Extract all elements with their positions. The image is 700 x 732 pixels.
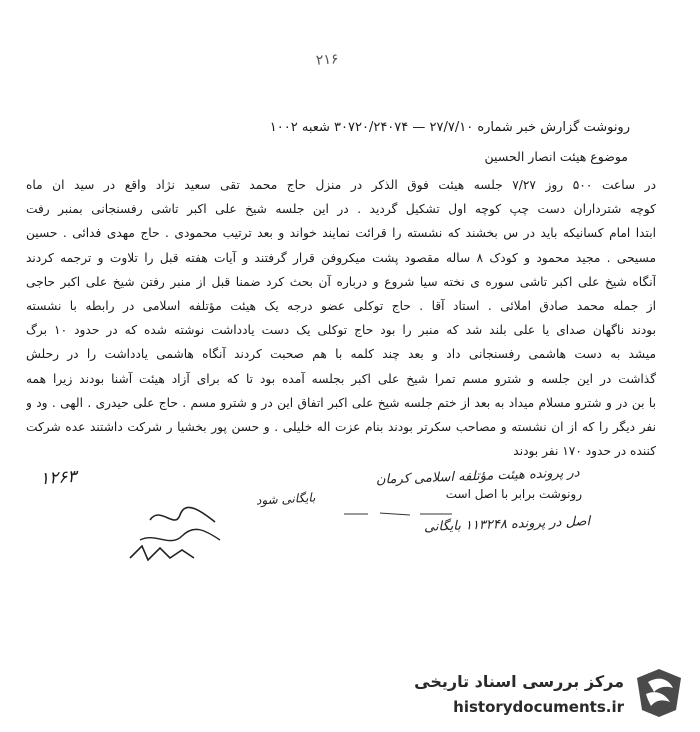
copy-certification: رونوشت برابر با اصل است [445, 487, 582, 501]
body-line: با بن در و شترو مسلام میداد به بعد از ختم جلسه شیخ علی اکبر اتفاق این در و شترو مسم . حاج علی حیدری . الهی . ود و [26, 395, 656, 410]
handwritten-note: بایگانی شود [255, 490, 316, 508]
report-subject: موضوع هیئت انصار الحسین [484, 149, 628, 164]
body-line: بودند ناگهان صدای یا علی بلند شد که منبر را بود حاج توکلی یک دست یادداشت نوشته شده که در حدود ۱۰ برگ [26, 323, 656, 338]
body-line: آنگاه شیخ علی اکبر تاشی سوره ی نخته سیا شروع و درباره آن بحث کرد ضمنا قبل از منبر رفتن شیخ علی اکبر حاجی [26, 274, 656, 289]
signature-scribble [120, 500, 230, 570]
body-line: نفر دیگر را که از ان نشسته و مصاحب سکرتر بودند بنام عزت اله خلیلی . و حسن پور بخشیا ر شرکت داشتند عده شرکت [26, 419, 656, 434]
body-line: میشد به دست هاشمی رفسنجانی داد و بعد چند کلمه با هم صحبت کردند آنگاه هاشمی یادداشت را در رحلش [26, 347, 656, 362]
body-line: گذاشت در این جلسه و شترو مسم تمرا شیخ علی اکبر بجلسه آمده بود تا که برای آزاد هیئت آشنا بودند زیرا همه [26, 371, 656, 386]
corner-mark: ۲۱۶ [315, 51, 340, 69]
watermark-url: historydocuments.ir [453, 698, 624, 716]
body-line: در ساعت ۵۰۰ روز ۷/۲۷ جلسه هیئت فوق الذکر در منزل حاج محمد تقی سعید نژاد واقع در سید ان ماه [26, 178, 656, 192]
center-logo-icon [632, 666, 686, 720]
handwritten-note: در پرونده هیئت مؤتلفه اسلامی کرمان [376, 465, 581, 488]
body-line: کوچه شترداران دست چپ کوچه اول تشکیل گردید . در این جلسه شیخ علی اکبر تاشی رفسنجانی بمنبر رفت [26, 202, 656, 217]
body-line: کننده در حدود ۱۷۰ نفر بودند [513, 444, 656, 459]
report-header: رونوشت گزارش خبر شماره ۲۷/۷/۱۰ — ۳۰۷۲۰/۲۴۰۷۴ شعبه ۱۰۰۲ [269, 120, 630, 135]
handwritten-note: اصل در پرونده ۱۱۳۲۴۸ بایگانی [423, 514, 591, 535]
watermark-title: مرکز بررسی اسناد تاریخی [414, 672, 624, 691]
body-line: مسیحی . مجید محمود و کودک ۸ ساله مقصود پشت میکروفن قرار گرفتند و آیات هفته قبل را تلاوت و ترجمه کردند [26, 250, 656, 265]
body-line: از جمله محمد صادق املائی . استاد آقا . حاج توکلی عضو درجه یک هیئت مؤتلفه اسلامی در رابطه با نشسته [26, 298, 656, 313]
body-line: ابتدا امام کسانیکه باید در س بخشند که نشسته را قرائت نمایند خواند و بعد ترتیب محمودی . حاج مهدی فدائی . حسین [26, 226, 656, 241]
dash-scribble [340, 504, 460, 524]
report-body [26, 173, 656, 463]
archive-watermark [386, 664, 686, 724]
handwritten-number: ۱۲۶۳ [39, 466, 78, 490]
